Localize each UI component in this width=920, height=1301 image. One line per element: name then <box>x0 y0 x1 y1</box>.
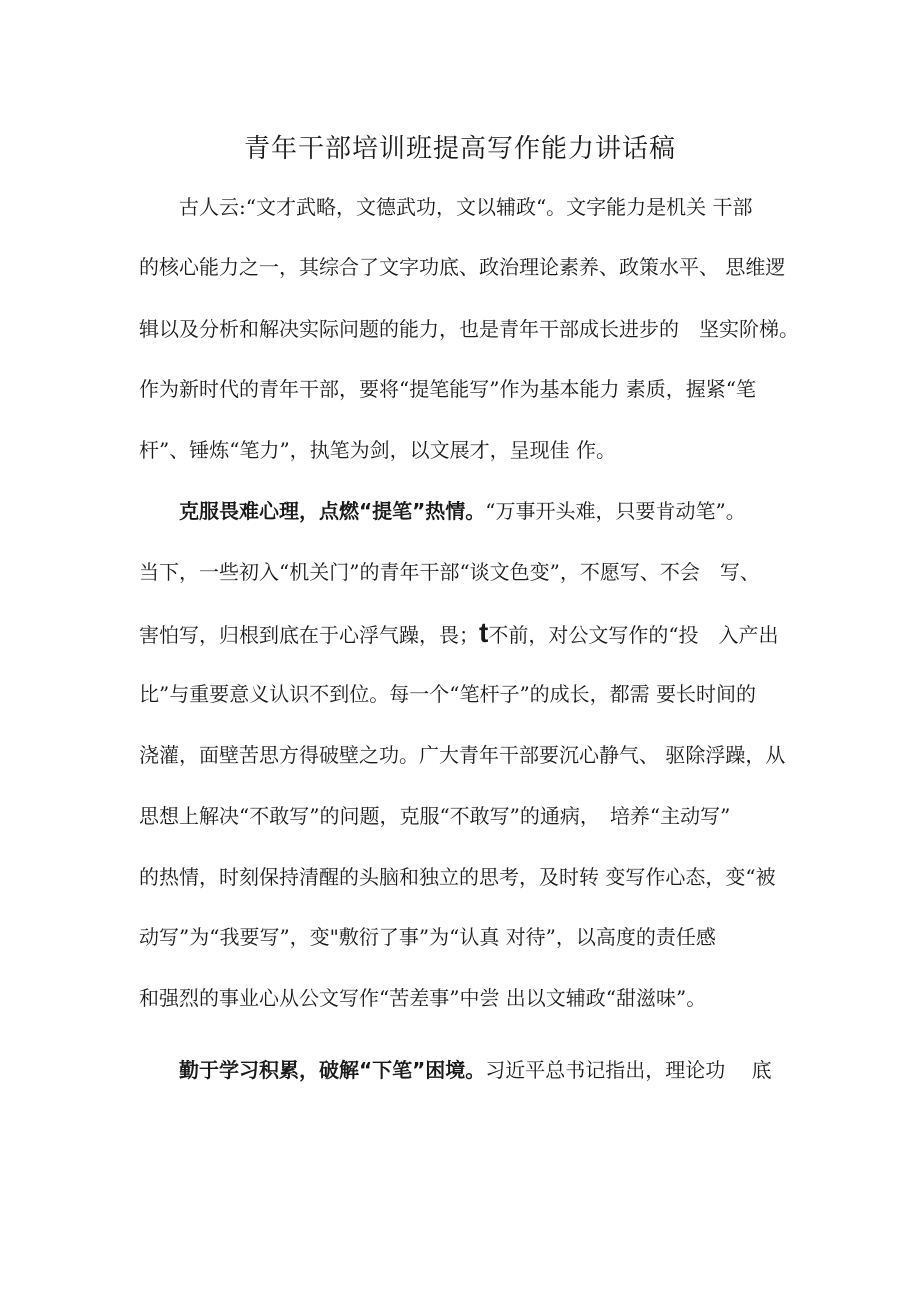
paragraph-2-line <box>139 616 799 650</box>
paragraph-2-line <box>179 494 799 528</box>
paragraph-2-line: 比”与重要意义认识不到位。每一个“笔杆子”的成长，都需 要长时间的 <box>139 682 757 706</box>
paragraph-3-line <box>179 1053 799 1087</box>
paragraph-1-line: 作为新时代的青年干部，要将“提笔能写”作为基本能力 素质，握紧“笔 <box>139 377 757 401</box>
paragraph-1-line: 辑以及分析和解决实际问题的能力，也是青年干部成长进步的 坚实阶梯。 <box>139 317 799 341</box>
document-title: 青年干部培训班提高写作能力讲话稿 <box>243 134 676 164</box>
paragraph-2-line3-t: t <box>479 617 489 648</box>
paragraph-2-line: 的热情，时刻保持清醒的头脑和独立的思考，及时转 变写作心态，变“被 <box>139 865 776 889</box>
paragraph-2-line3-b: 不前，对公文写作的“投 入产出 <box>488 623 779 647</box>
paragraph-2-first-rest: “万事开头难，只要肯动笔”。 <box>485 499 746 523</box>
paragraph-3-first-rest: 习近平总书记指出，理论功 底 <box>485 1058 772 1082</box>
paragraph-1-line: 古人云:“文才武略，文德武功，文以辅政“。文字能力是机关 干部 <box>179 195 753 219</box>
paragraph-2-line: 浇灌，面壁苦思方得破壁之功。广大青年干部要沉心静气、 驱除浮躁，从 <box>139 743 786 767</box>
paragraph-1-line: 杆”、锤炼“笔力”，执笔为剑，以文展才，呈现佳 作。 <box>139 438 617 462</box>
paragraph-2-line3-a: 害怕写，归根到底在于心浮气躁，畏； <box>139 623 479 647</box>
paragraph-2-line: 当下，一些初入“机关门”的青年干部“谈文色变”，不愿写、不会 写、 <box>139 560 760 584</box>
paragraph-3-lead: 勤于学习积累，破解“下笔”困境。 <box>179 1058 486 1082</box>
paragraph-1-line: 的核心能力之一，其综合了文字功底、政治理论素养、政策水平、 思维逻 <box>139 255 786 279</box>
paragraph-2-line: 和强烈的事业心从公文写作“苦差事”中尝 出以文辅政“甜滋味”。 <box>139 986 707 1010</box>
paragraph-2-line: 动写”为“我要写”，变"敷衍了事”为“认真 对待”，以高度的责任感 <box>139 925 716 949</box>
paragraph-2-line: 思想上解决“不敢写”的问题，克服“不敢写”的通病， 培养“主动写” <box>139 804 731 828</box>
paragraph-2-lead: 克服畏难心理，点燃“提笔”热情。 <box>179 499 486 523</box>
